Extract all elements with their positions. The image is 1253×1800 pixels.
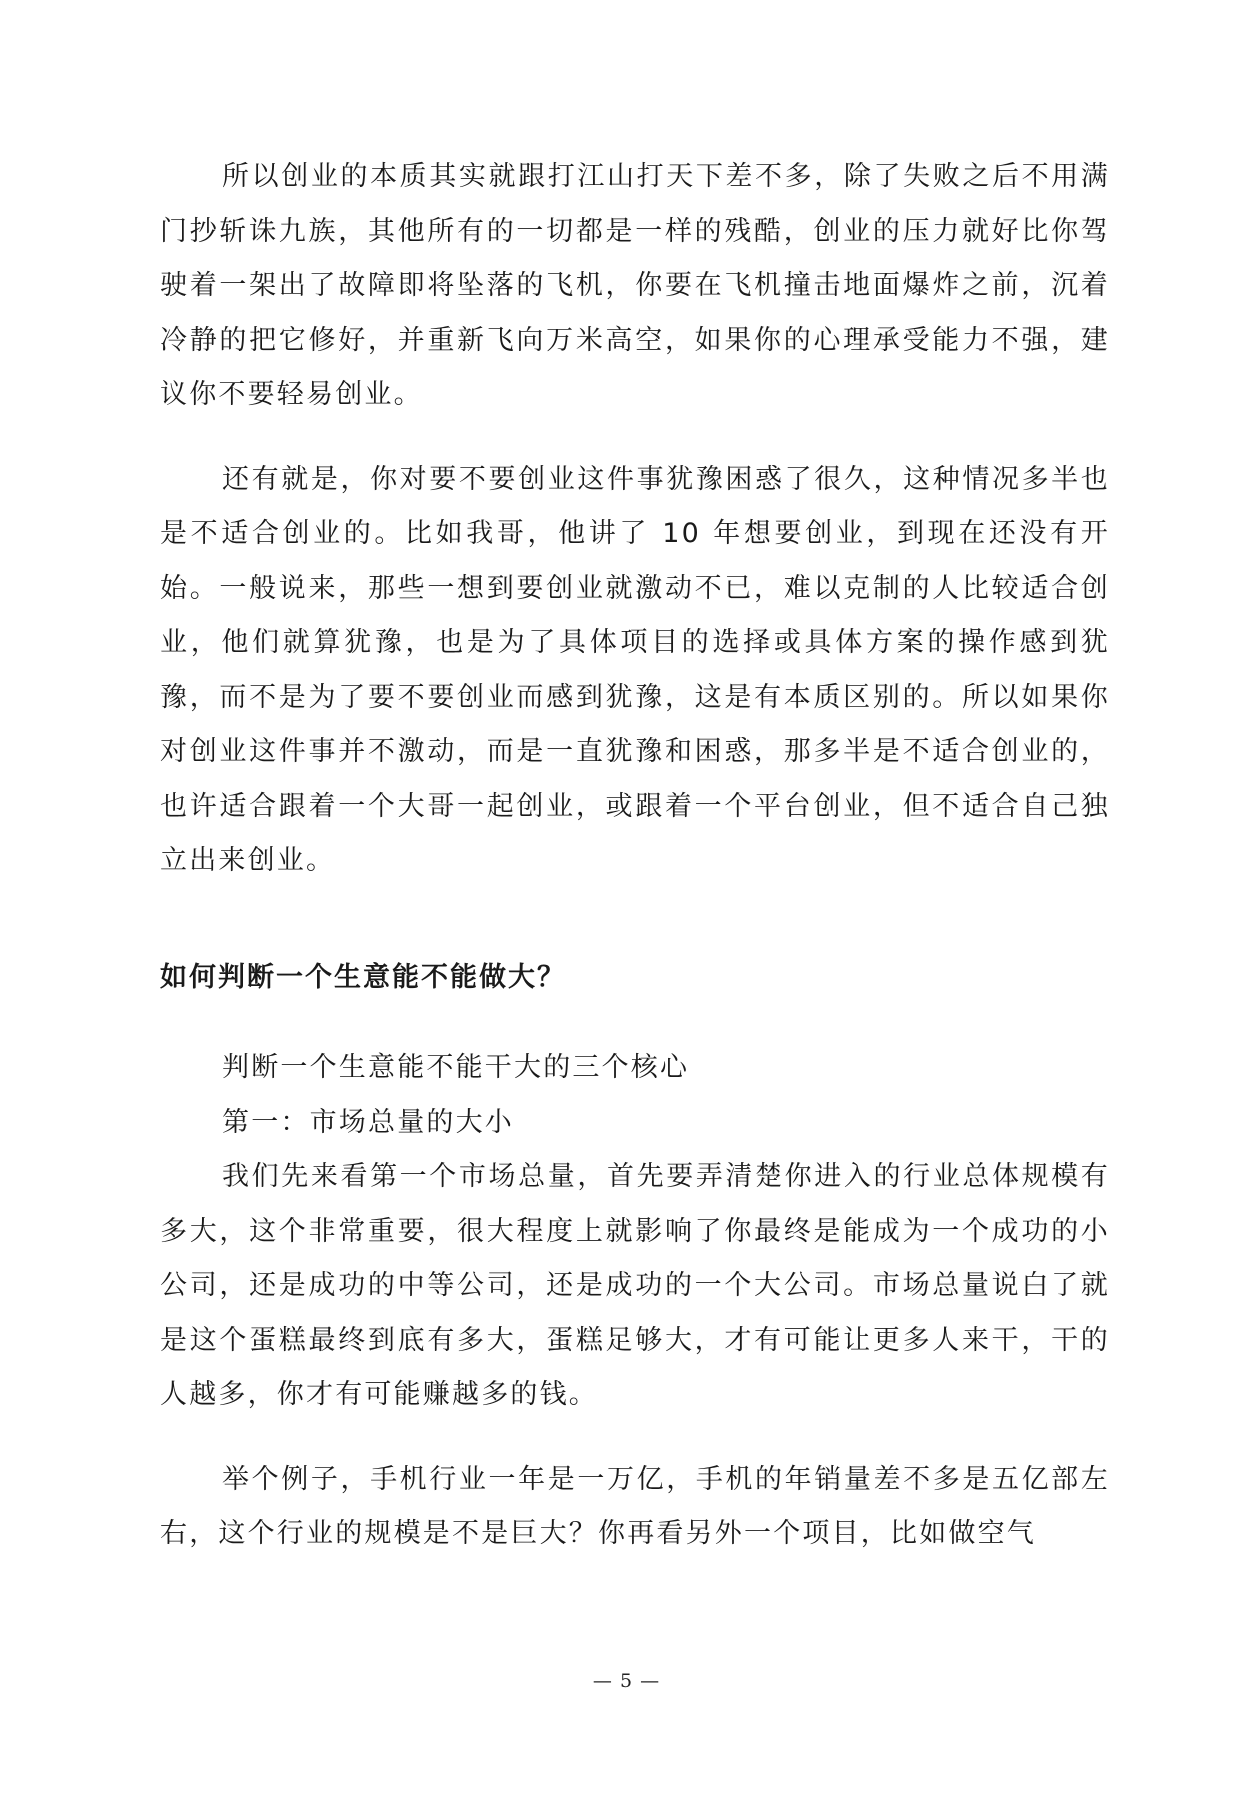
- paragraph-entrepreneurship-essence: 所以创业的本质其实就跟打江山打天下差不多，除了失败之后不用满门抄斩诛九族，其他所有的一切都是一样的残酷，创业的压力就好比你驾驶着一架出了故障即将坠落的飞机，你要在飞机撞击地面爆炸之前，沉着冷静的把它修好，并重新飞向万米高空，如果你的心理承受能力不强，建议你不要轻易创业。: [160, 161, 1110, 410]
- section-intro: 判断一个生意能不能干大的三个核心: [222, 1052, 690, 1083]
- page-body: [160, 150, 1110, 1562]
- paragraph-market-size: 我们先来看第一个市场总量，首先要弄清楚你进入的行业总体规模有多大，这个非常重要，很大程度上就影响了你最终是能成为一个成功的小公司，还是成功的中等公司，还是成功的一个大公司。市场总量说白了就是这个蛋糕最终到底有多大，蛋糕足够大，才有可能让更多人来干，干的人越多，你才有可能赚越多的钱。: [160, 1161, 1110, 1410]
- paragraph-hesitation: 还有就是，你对要不要创业这件事犹豫困惑了很久，这种情况多半也是不适合创业的。比如我哥，他讲了 10 年想要创业，到现在还没有开始。一般说来，那些一想到要创业就激动不已，难以克制的人比较适合创业，他们就算犹豫，也是为了具体项目的选择或具体方案的操作感到犹豫，而不是为了要不要创业而感到犹豫，这是有本质区别的。所以如果你对创业这件事并不激动，而是一直犹豫和困惑，那多半是不适合创业的，也许适合跟着一个大哥一起创业，或跟着一个平台创业，但不适合自己独立出来创业。: [160, 463, 1110, 876]
- point-one-title: 第一：市场总量的大小: [222, 1106, 514, 1138]
- section-heading: 如何判断一个生意能不能做大？: [160, 961, 566, 993]
- page-number: — 5 —: [592, 1670, 661, 1692]
- paragraph-example: 举个例子，手机行业一年是一万亿，手机的年销量差不多是五亿部左右，这个行业的规模是不是巨大？你再看另外一个项目，比如做空气: [160, 1463, 1110, 1549]
